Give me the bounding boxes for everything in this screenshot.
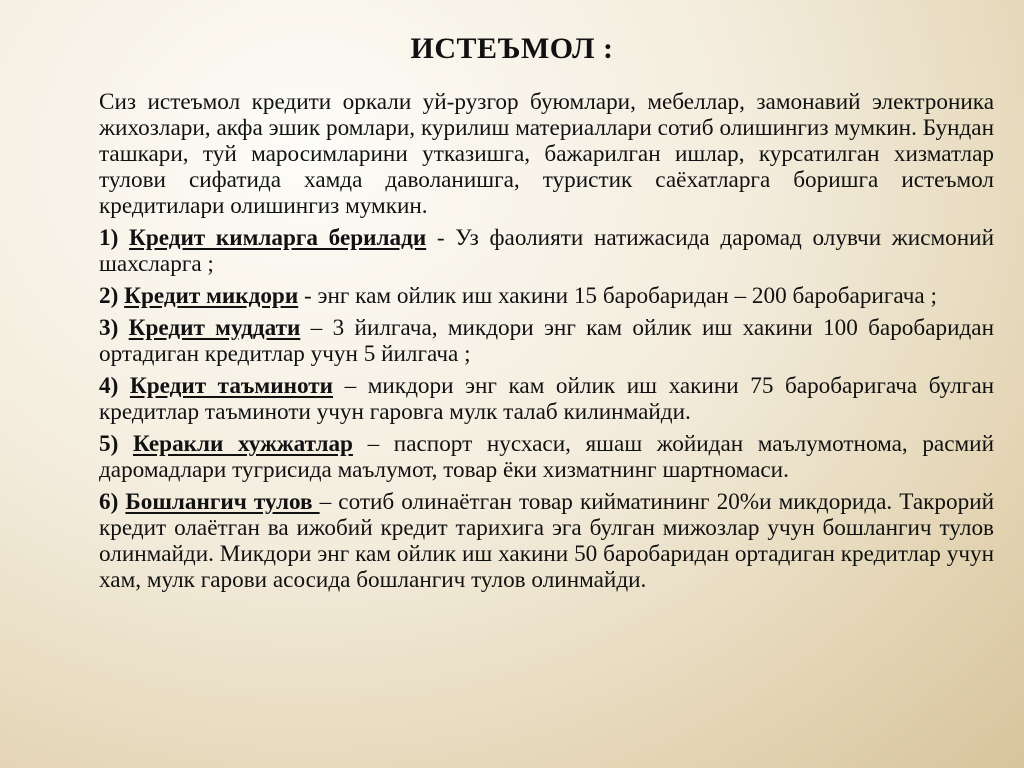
slide-title: ИСТЕЪМОЛ : [410, 32, 614, 65]
list-item [99, 225, 994, 277]
item-number: 3) [99, 315, 119, 341]
list-item [99, 283, 994, 309]
item-number: 2) [99, 283, 119, 309]
item-text: - энг кам ойлик иш хакини 15 баробаридан – 200 баробаригача ; [298, 283, 937, 309]
list-item [99, 373, 994, 425]
item-text: – 3 йилгача, микдори энг кам ойлик иш хакини 100 баробаридан ортадиган кредитлар учун 5 йилгача ; [99, 315, 994, 367]
item-text: – паспорт нусхаси, яшаш жойидан маълумотнома, расмий даромадлари тугрисида маълумот, товар ёки хизматнинг шартномаси. [99, 431, 994, 483]
item-term: Кредит таъминоти [129, 373, 333, 399]
slide-body [99, 89, 994, 599]
item-term: Кредит микдори [124, 283, 299, 309]
intro-paragraph: Сиз истеъмол кредити оркали уй-рузгор буюмлари, мебеллар, замонавий электроника жихозлари, акфа эшик ромлари, курилиш материаллари сотиб олишингиз мумкин. Бундан ташкари, туй маросимларини утказишга, бажарилган ишлар, курсатилган хизматлар тулови сифатида хамда даволанишга, туристик саёхатларга боришга истеъмол кредитилари олишингиз мумкин. [99, 89, 994, 219]
item-number: 6) [99, 489, 119, 515]
item-term: Керакли хужжатлар [132, 431, 353, 457]
item-number: 1) [99, 225, 119, 251]
list-item [99, 431, 994, 483]
item-term: Кредит муддати [128, 315, 301, 341]
item-term: Бошлангич тулов [125, 489, 320, 515]
item-text: - Уз фаолияти натижасида даромад олувчи жисмоний шахсларга ; [99, 225, 995, 277]
list-item [99, 315, 994, 367]
list-item [99, 489, 994, 593]
item-number: 5) [99, 431, 119, 457]
item-text: – микдори энг кам ойлик иш хакини 75 баробаригача булган кредитлар таъминоти учун гаровга мулк талаб килинмайди. [99, 373, 995, 425]
item-term: Кредит кимларга берилади [129, 225, 427, 251]
item-number: 4) [99, 373, 119, 399]
item-text: – сотиб олинаётган товар кийматининг 20%и микдорида. Такрорий кредит олаётган ва ижобий кредит тарихига эга булган мижозлар учун бошлангич тулов олинмайди. Микдори энг кам ойлик иш хакини 50 баробаридан ортадиган кредитлар учун хам, мулк гарови асосида бошлангич тулов олинмайди. [99, 489, 995, 593]
